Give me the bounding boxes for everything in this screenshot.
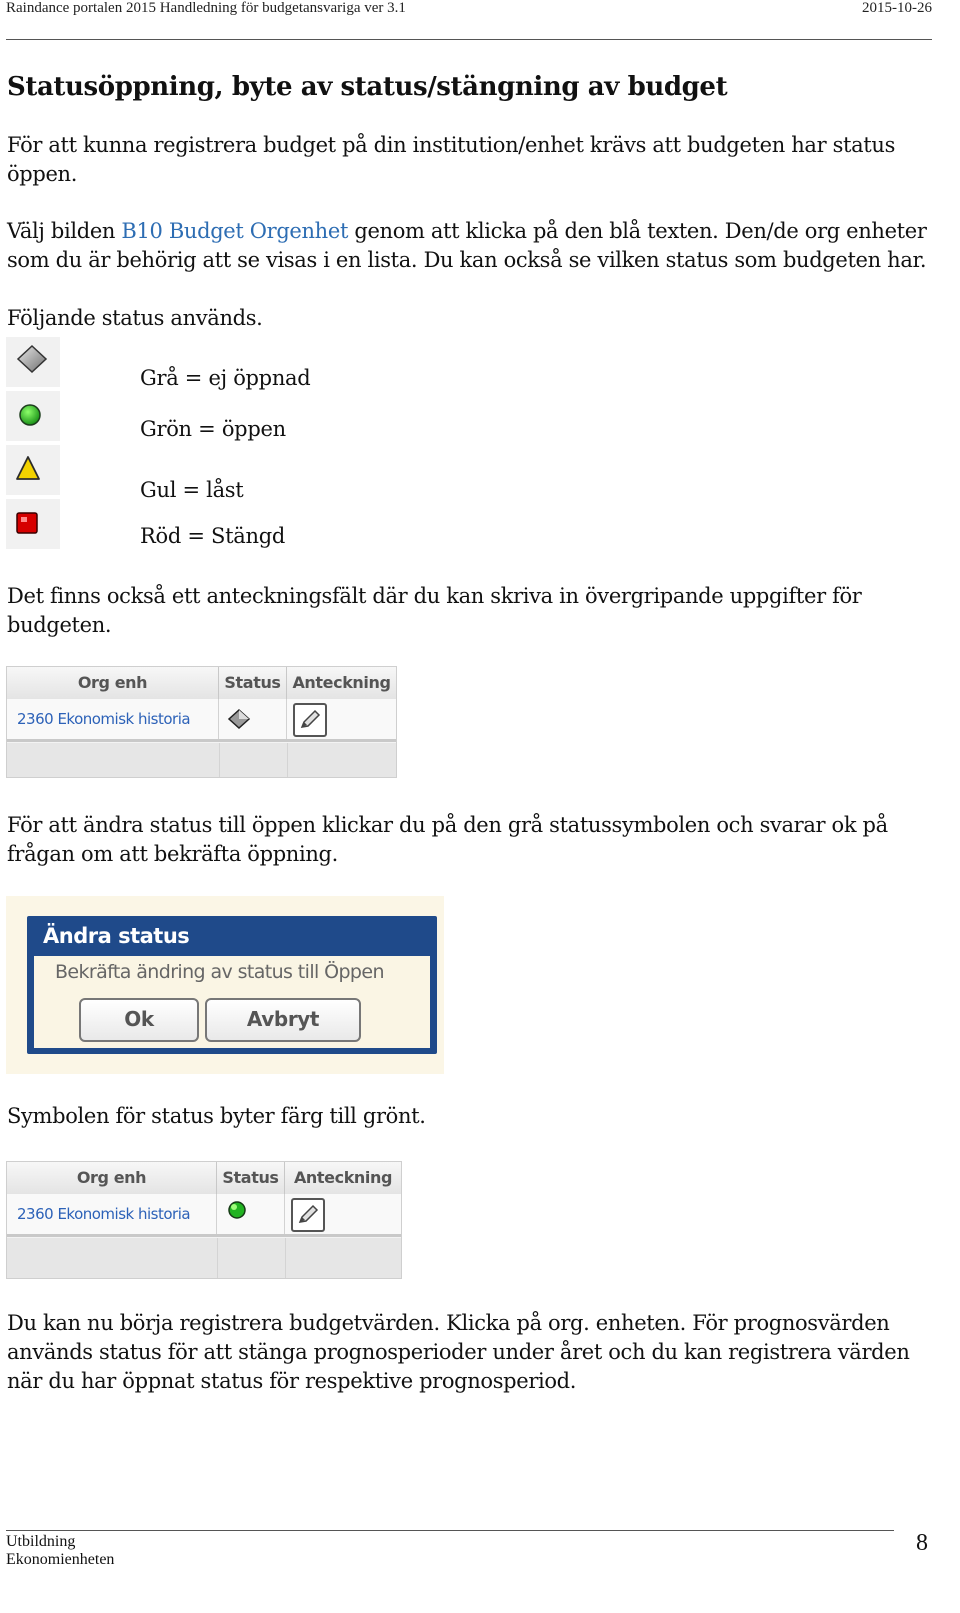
status-cell [219, 699, 287, 739]
pencil-icon [293, 1200, 323, 1230]
green-circle-icon [6, 391, 60, 441]
org-unit-link[interactable]: 2360 Ekonomisk historia [7, 699, 219, 739]
table-header-row [7, 1162, 401, 1195]
running-header-title: Raindance portalen 2015 Handledning för budgetansvariga ver 3.1 [6, 0, 406, 16]
header-rule [6, 39, 932, 40]
dialog-title: Ändra status [43, 924, 190, 948]
change-status-dialog [27, 916, 437, 1054]
column-org-enh: Org enh [7, 667, 219, 699]
column-anteckning: Anteckning [292, 673, 391, 692]
note-cell [287, 699, 396, 739]
legend-yellow: Gul = låst [140, 478, 244, 502]
red-square-icon [6, 499, 60, 549]
status-icon-box [6, 391, 60, 441]
org-unit-link[interactable]: 2360 Ekonomisk historia [7, 1194, 217, 1234]
paragraph-text: genom att klicka på den blå texten. Den/de org enheter som du är behörig att se visas i en lista. Du kan också se vilken status som budgeten har. [7, 219, 927, 272]
table-row [7, 699, 396, 742]
legend-green: Grön = öppen [140, 417, 286, 441]
dialog-message: Bekräfta ändring av status till Öppen [55, 961, 384, 983]
status-icon-box [6, 499, 60, 549]
gray-diamond-icon[interactable] [225, 699, 255, 739]
column-status: Status [217, 1162, 285, 1194]
green-circle-icon[interactable] [223, 1194, 253, 1234]
paragraph-symbol-green: Symbolen för status byter färg till grönt. [7, 1104, 426, 1128]
table-empty-row [7, 743, 396, 777]
paragraph-select-view [7, 217, 937, 275]
dialog-screenshot [6, 896, 444, 1074]
column-org-enh: Org enh [7, 1162, 217, 1194]
column-status: Status [219, 667, 287, 699]
table-header-row [7, 667, 396, 700]
table-row [7, 1194, 401, 1237]
table-empty-row [7, 1238, 401, 1278]
org-table-gray [6, 666, 397, 778]
footer-line-2: Ekonomienheten [6, 1551, 115, 1568]
column-anteckning: Anteckning [293, 1168, 393, 1187]
status-cell [217, 1194, 285, 1234]
legend-red: Röd = Stängd [140, 524, 285, 548]
page-number: 8 [916, 1530, 928, 1556]
org-table-green [6, 1161, 402, 1279]
edit-note-button[interactable] [291, 1198, 325, 1232]
paragraph-change-status: För att ändra status till öppen klickar du på den grå statussymbolen och svarar ok på frågan om att bekräfta öppning. [7, 813, 888, 866]
ok-button[interactable]: Ok [79, 998, 199, 1042]
running-header-date: 2015-10-26 [862, 0, 932, 16]
cancel-button[interactable]: Avbryt [205, 998, 361, 1042]
paragraph-register-values: Du kan nu börja registrera budgetvärden. Klicka på org. enheten. För prognosvärden används status för att stänga prognosperioder under året och du kan registrera värden när du har öppnat status för respektive prognosperiod. [7, 1311, 910, 1393]
b10-budget-link[interactable]: B10 Budget Orgenhet [121, 219, 349, 243]
footer-line-1: Utbildning [6, 1533, 76, 1550]
gray-diamond-icon [6, 337, 60, 387]
paragraph-text: Välj bilden [7, 219, 122, 243]
pencil-icon [295, 705, 325, 735]
dialog-body [34, 956, 430, 1048]
paragraph-intro: För att kunna registrera budget på din institution/enhet krävs att budgeten har status öppen. [7, 133, 895, 186]
status-icon-box [6, 337, 60, 387]
paragraph-note-field: Det finns också ett anteckningsfält där du kan skriva in övergripande uppgifter för budgeten. [7, 584, 862, 637]
note-cell [285, 1194, 401, 1234]
paragraph-status-intro: Följande status används. [7, 306, 263, 330]
yellow-triangle-icon [6, 445, 60, 495]
section-title: Statusöppning, byte av status/stängning av budget [7, 72, 728, 102]
status-icon-box [6, 445, 60, 495]
footer-rule [6, 1530, 894, 1531]
legend-gray: Grå = ej öppnad [140, 366, 311, 390]
edit-note-button[interactable] [293, 703, 327, 737]
